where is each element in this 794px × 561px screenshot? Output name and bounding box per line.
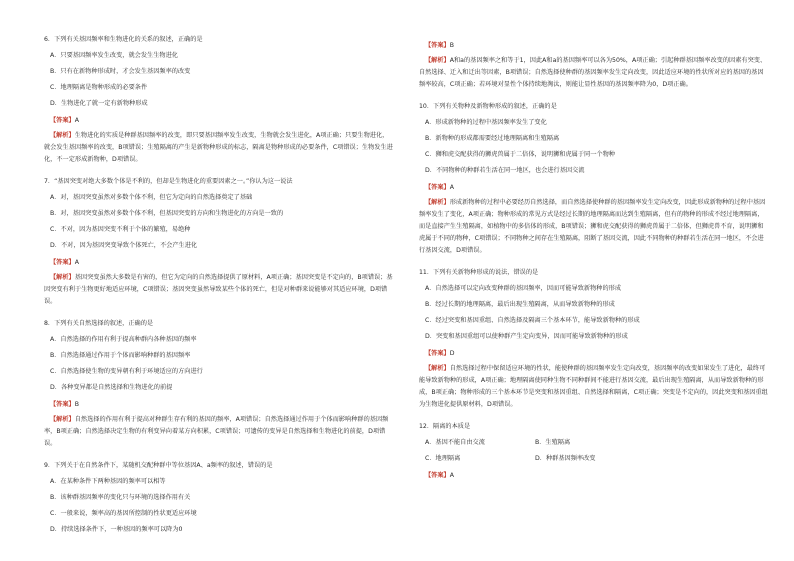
answer-line (50, 399, 394, 410)
right-column (419, 34, 769, 489)
answer-line (50, 115, 394, 126)
option-d: D．不对，因为基因突变导致个体死亡，不会产生进化 (50, 242, 198, 249)
explanation-text: 生物进化的实质是种群基因频率的改变，即只要基因频率发生改变，生物就会发生进化，A项正确；只要生物进化，就会发生基因频率的改变，B项错误；生殖隔离的产生是新物种形成的标志，隔离是物种形成的必要条件，C项错误；生物发生进化，不一定形成新物种，D项错误。 (44, 132, 393, 163)
explanation-tag: 【解析】 (425, 199, 450, 206)
answer-value: B (74, 401, 79, 408)
question-7 (44, 176, 394, 308)
answer-tag: 【答案】 (50, 401, 75, 408)
question-stem: 12．隔离的本质是 (419, 423, 471, 430)
option-a: A．基因不能自由交流 (425, 439, 485, 446)
question-stem: 6．下列有关基因频率和生物进化的关系的叙述，正确的是 (44, 36, 203, 43)
question-6 (44, 34, 394, 166)
answer-line (50, 257, 394, 268)
option-a: A．形成新物种的过程中基因频率发生了变化 (425, 119, 547, 126)
option-a: A．在某种条件下两种基因的频率可以相等 (50, 478, 166, 485)
explanation (419, 197, 769, 257)
explanation-tag: 【解析】 (50, 132, 75, 139)
answer-tag: 【答案】 (50, 259, 75, 266)
question-stem: 9．下列关于在自然条件下，某随机交配种群中等位基因A、a频率的叙述，错误的是 (44, 462, 273, 469)
explanation-text: A和a的基因频率之和等于1，因此A和a的基因频率可以各为50%，A项正确；引起种群基因频率改变的因素有突变、自然选择、迁入和迁出等因素，B项错误；自然选择使种群的基因频率发生定向改变，因此适应环境的性状所对应的基因的基因频率较高，C项正确；若环境对显性个体持续地淘汰，则能让显性基因的基因频率降为0，D项正确。 (419, 57, 767, 88)
option-a: A．只要基因频率发生改变，就会发生生物进化 (50, 52, 178, 59)
explanation (44, 130, 394, 166)
answer-line (425, 348, 769, 359)
question-12 (419, 421, 769, 481)
option-c: C．自然选择使生物的变异朝有利于环境适应的方向进行 (50, 368, 203, 375)
option-c: C．地理隔离 (425, 455, 461, 462)
answer-tag: 【答案】 (425, 472, 450, 479)
option-b: B．自然选择通过作用于个体而影响种群的基因频率 (50, 352, 191, 359)
question-8 (44, 318, 394, 450)
question-9-answer (419, 40, 769, 91)
question-11 (419, 267, 769, 411)
option-c: C．经过突变和基因重组、自然选择及隔离三个基本环节，能导致新物种的形成 (425, 317, 640, 324)
answer-tag: 【答案】 (425, 184, 450, 191)
answer-line (425, 470, 769, 481)
explanation-text: 形成新物种的过程中必要经历自然选择，而自然选择使种群的基因频率发生定向改变，因此形成新物种的过程中基因频率发生了变化，A项正确；物种形成的常见方式是经过长期的地理隔离而达到生殖隔离，但有的物种的形成不经过地理隔离，而是直接产生生殖隔离，如植物中的多倍体的形成，B项错误；狮和虎交配获得的狮虎兽属于二倍体，但狮虎兽不育，说明狮和虎属于不同的物种，C项错误；不同物种之间存在生殖隔离，阻断了基因交流，因此不同物种的种群若生活在同一地区，不会进行基因交流，D项错误。 (419, 199, 766, 254)
answer-tag: 【答案】 (50, 117, 75, 124)
explanation (44, 272, 394, 308)
option-d: D．种群基因频率改变 (535, 455, 596, 462)
answer-tag: 【答案】 (425, 42, 450, 49)
option-c: C．一般来说，频率高的基因所控制的性状更适应环境 (50, 510, 197, 517)
option-b: B．新物种的形成都需要经过地理隔离和生殖隔离 (425, 135, 560, 142)
answer-value: B (449, 42, 454, 49)
explanation-text: 自然选择过程中保留适应环境的性状，能使种群的基因频率发生定向改变，基因频率的改变如果发生了进化，最终可能导致新物种的形成，A项正确；地理隔离使同种生物不同种群间不能进行基因交流，最后出现生殖隔离，从而导致新物种的形成，B项正确；物种形成的三个基本环节是突变和基因重组、自然选择和隔离，C项正确；突变是不定向的，因此突变和基因重组为生物进化提供原材料，D项错误。 (419, 365, 768, 408)
answer-value: D (449, 350, 455, 357)
option-d: D．突变和基因重组可以使种群产生定向变异，因而可能导致新物种的形成 (425, 333, 628, 340)
question-10 (419, 101, 769, 257)
answer-value: A (449, 184, 454, 191)
question-9 (44, 460, 394, 535)
option-c: C．不对，因为基因突变不利于个体的繁殖，易绝种 (50, 226, 191, 233)
explanation (419, 55, 769, 91)
explanation (419, 363, 769, 411)
option-b: B．该种群基因频率的变化只与环境的选择作用有关 (50, 494, 191, 501)
question-stem: 8．下列有关自然选择的叙述，正确的是 (44, 320, 154, 327)
explanation (44, 414, 394, 450)
option-b: B．生殖隔离 (535, 439, 571, 446)
option-c: C．地理隔离是物种形成的必要条件 (50, 84, 148, 91)
option-b: B．对，基因突变虽然对多数个体不利，但基因突变的方向和生物进化的方向是一致的 (50, 210, 284, 217)
answer-line (425, 182, 769, 193)
question-stem: 11．下列有关新物种形成的说法，错误的是 (419, 269, 539, 276)
answer-value: A (74, 259, 79, 266)
option-a: A．对，基因突变虽然对多数个体不利，但它为定向的自然选择奠定了基础 (50, 194, 253, 201)
answer-value: A (74, 117, 79, 124)
answer-value: A (449, 472, 454, 479)
question-stem: 7．“基因突变对绝大多数个体是不利的，但却是生物进化的重要因素之一。”你认为这一说法 (44, 178, 293, 185)
option-a: A．自然选择的作用有利于提高种群内各种基因的频率 (50, 336, 197, 343)
explanation-tag: 【解析】 (50, 274, 75, 281)
explanation-tag: 【解析】 (50, 416, 75, 423)
explanation-text: 自然选择的作用有利于提高对种群生存有利的基因的频率，A项错误；自然选择通过作用于个体而影响种群的基因频率，B项正确；自然选择决定生物的有利变异向着某方向积累，C项错误；可遗传的变异是自然选择和生物进化的前提，D项错误。 (44, 416, 389, 447)
option-d: D．各种变异都是自然选择和生物进化的前提 (50, 384, 173, 391)
option-a: A．自然选择可以定向改变种群的基因频率，因而可能导致新物种的形成 (425, 285, 622, 292)
option-b: B．经过长期的地理隔离，最后出现生殖隔离，从而导致新物种的形成 (425, 301, 615, 308)
option-d: D．持续选择条件下，一种基因的频率可以降为0 (50, 526, 183, 533)
explanation-tag: 【解析】 (425, 57, 450, 64)
answer-line (425, 40, 769, 51)
options-row-2 (419, 453, 769, 464)
left-column (44, 34, 394, 543)
explanation-text: 基因突变虽然大多数是有害的，但它为定向的自然选择提供了原材料，A项正确；基因突变是不定向的，B项错误；基因突变有利于生物更好地适应环境，C项错误；基因突变虽然导致某些个体的死亡，但是对种群来说能够对其适应环境，D项错误。 (44, 274, 393, 305)
options-row-1 (419, 437, 769, 448)
option-b: B．只有在新物种形成时，才会发生基因频率的改变 (50, 68, 191, 75)
explanation-tag: 【解析】 (425, 365, 450, 372)
option-d: D．生物进化了就一定有新物种形成 (50, 100, 148, 107)
answer-tag: 【答案】 (425, 350, 450, 357)
question-stem: 10．下列有关物种及新物种形成的叙述，正确的是 (419, 103, 557, 110)
option-d: D．不同物种的种群若生活在同一地区，也会进行基因交流 (425, 167, 585, 174)
option-c: C．狮和虎交配获得的狮虎兽属于二倍体，说明狮和虎属于同一个物种 (425, 151, 615, 158)
